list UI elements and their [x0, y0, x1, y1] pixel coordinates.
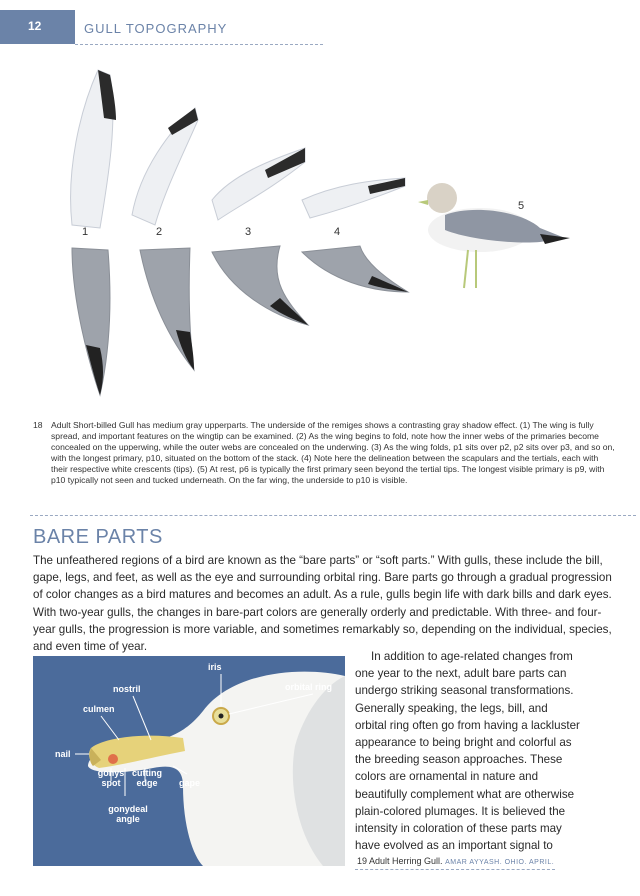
photo-credit: AMAR AYYASH. OHIO. APRIL.: [445, 859, 555, 866]
upperwing-4: [302, 178, 405, 218]
wing-sequence-drawing: [0, 60, 640, 400]
section-divider: [30, 515, 636, 516]
figure-19-caption: [357, 856, 554, 866]
label-gonys-spot: gonys spot: [97, 768, 125, 788]
wing-label-4: 4: [334, 226, 341, 238]
side-paragraph: In addition to age-related changes from one year to the next, adult bare parts can undergo striking seasonal transformations. Generally speaking, the legs, bill, and orbital ring often go from having a lackluster appearance to being bright and colorful as the breeding season approaches. These colors are ornamental in nature and beautifully complement what are otherwise plain-colored plumages. It is believed the intensity in coloration of these parts may have evolved as an important signal to: [355, 650, 580, 853]
figure-number: 18: [33, 420, 43, 430]
label-culmen: culmen: [83, 704, 115, 714]
label-gonydeal-angle: gonydeal angle: [108, 804, 148, 824]
figure-19-number: 19: [357, 856, 368, 866]
caption-text: Adult Short-billed Gull has medium gray upperparts. The underside of the remiges shows a contrasting gray shadow effect. (1) The wing is fully spread, and important features on the wingtip can be examined. (2) As the wing begins to fold, note how the inner webs of the primaries become concealed on the upperwing, while the outer webs are concealed on the underwing. (3) As the wing folds, p1 sits over p2, p2 sits over p3, and so on, with the longest primary, p10, situated on the bottom of the stack. (4) Note here the delineation between the scapulars and the tertials, each with their respective white crescents (tips). (5) At rest, p6 is typically the first primary seen beyond the tertial tips. The longest visible primary is p9, with p10 typically not seen and tucked underneath. On the far wing, the underside to p10 is visible.: [51, 420, 615, 485]
running-head: GULL TOPOGRAPHY: [84, 21, 228, 36]
resting-gull-drawing: [418, 183, 570, 288]
section-title: BARE PARTS: [33, 526, 163, 548]
label-gape: gape: [179, 778, 201, 788]
upperwing-2: [132, 108, 198, 225]
herring-gull-photo: [33, 656, 345, 866]
label-orbital-ring: orbital ring: [285, 682, 332, 692]
label-nail: nail: [55, 749, 71, 759]
label-iris: iris: [208, 662, 222, 672]
underwing-3: [212, 246, 308, 325]
intro-paragraph: The unfeathered regions of a bird are known as the “bare parts” or “soft parts.” With gulls, these include the bill, gape, legs, and feet, as well as the eye and surrounding orbital ring. Bare parts go through a gradual progression of color changes as a bird matures and becomes an adult. As a rule, gulls begin life with dark bills and dark eyes. With two-year gulls, the changes in bare-part colors are generally orderly and predictable. With three- and four-year gulls, the progression is more variable, and sometimes remarkably so, depending on the individual, species, and even time of year.: [33, 554, 612, 654]
upperwing-1: [71, 70, 116, 228]
wing-plate-illustration: [0, 60, 640, 400]
figure-18-caption: [33, 420, 615, 486]
label-cutting-edge: cutting edge: [132, 768, 162, 788]
underwing-1: [72, 248, 110, 395]
underwing-2: [140, 248, 194, 370]
wing-label-5: 5: [518, 200, 525, 212]
header-rule: [75, 44, 323, 45]
wing-label-1: 1: [82, 226, 89, 238]
bottom-rule: [355, 869, 555, 870]
wing-label-3: 3: [245, 226, 252, 238]
upperwing-3: [212, 148, 305, 220]
label-nostril: nostril: [113, 684, 141, 694]
figure-19-title: Adult Herring Gull.: [369, 856, 443, 866]
underwing-4: [302, 246, 408, 292]
page-number: 12: [28, 19, 42, 33]
wing-label-2: 2: [156, 226, 163, 238]
